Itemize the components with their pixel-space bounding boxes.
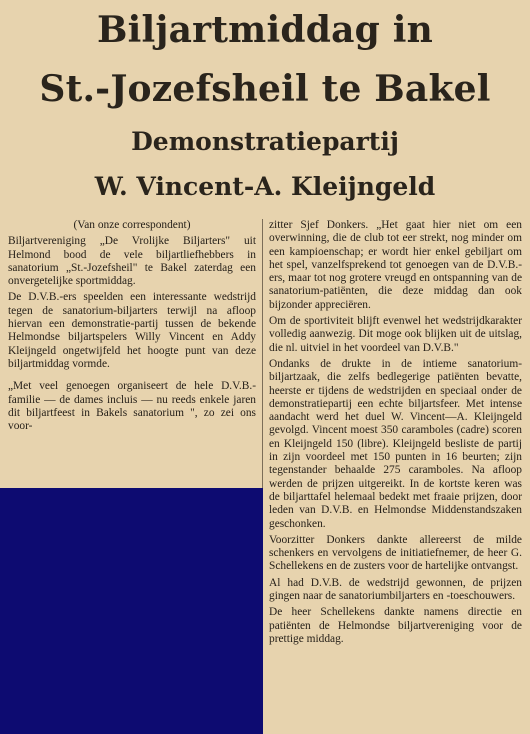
article-column-left [8, 219, 256, 481]
blue-panel [0, 488, 263, 734]
paragraph-right-3: Ondanks de drukte in de intieme sanatorium-biljartzaak, die zelfs bedlegerige patiënten bevatte, heerste er tijdens de wedstrijden en speciaal onder de demonstratiepartij een echte biljartsfeer. Met intense aandacht werd het duel W. Vincent—A. Kleijngeld gevolgd. Vincent moest 350 caramboles (cadre) scoren en Kleijngeld 150 (libre). Kleijngeld besliste de partij in zijn voordeel met 150 punten in 16 beurten; zijn tegenstander behaalde 275 caramboles. Na afloop werden de prijzen uitgereikt. In de kortste keren was de biljarttafel helemaal bedekt met fraaie prijzen, door leden van D.V.B. en Helmondse Middenstandszaken geschonken. [269, 357, 522, 530]
byline: (Van onze correspondent) [73, 219, 191, 231]
paragraph-right-6: De heer Schellekens dankte namens directie en patiënten de Helmondse biljartvereniging voor de prettige middag. [269, 606, 522, 645]
paragraph-left-1: Biljartvereniging „De Vrolijke Biljarters" uit Helmond bood de vele biljartliefhebbers in sanatorium „St.-Jozefsheil" te Bakel zaterdag een onvergetelijke sportmiddag. [8, 235, 256, 288]
paragraph-left-2: De D.V.B.-ers speelden een interessante wedstrijd tegen de sanatorium-biljarters terwijl na afloop hiervan een demonstratie-partij tussen de bekende Helmondse biljartspelers Willy Vincent en Addy Kleijngeld ongetwijfeld het hoogte punt van deze biljartmiddag vormde. [8, 291, 256, 370]
headline-line-2: St.-Jozefsheil te Bakel [39, 68, 491, 110]
subheadline-line-1: Demonstratiepartij [131, 127, 399, 156]
paragraph-right-4: Voorzitter Donkers dankte allereerst de milde schenkers en vervolgens de initiatiefnemer, de heer G. Schellekens en de zusters voor de hartelijke ontvangst. [269, 533, 522, 573]
headline-line-1: Biljartmiddag in [97, 9, 433, 51]
paragraph-right-5: Al had D.V.B. de wedstrijd gewonnen, de prijzen gingen naar de sanatoriumbiljarters en -toeschouwers. [269, 576, 522, 603]
paragraph-right-2: Om de sportiviteit blijft evenwel het wedstrijdkarakter volledig aanwezig. Dit moge ook blijken uit de uitslag, die nl. uitviel in het voordeel van D.V.B." [269, 315, 522, 354]
paragraph-left-3: „Met veel genoegen organiseert de hele D.V.B.-familie — de dames incluis — nu reeds enkele jaren dit biljartfeest in Bakels sanatorium ", zo zei ons voor- [8, 380, 256, 433]
paragraph-right-1: zitter Sjef Donkers. „Het gaat hier niet om een overwinning, die de club tot eer strekt, nog minder om een kampioenschap; er wordt hier enkel gebiljart om het spel, vanzelfsprekend tot genoegen van de D.V.B.-ers, maar tot nog grotere vreugd en ontspanning van de sanatorium-patiënten, die deze middag dan ook bijzonder appreciëren. [269, 219, 522, 311]
article-column-right [269, 219, 522, 731]
subheadline-line-2: W. Vincent-A. Kleijngeld [94, 172, 436, 201]
